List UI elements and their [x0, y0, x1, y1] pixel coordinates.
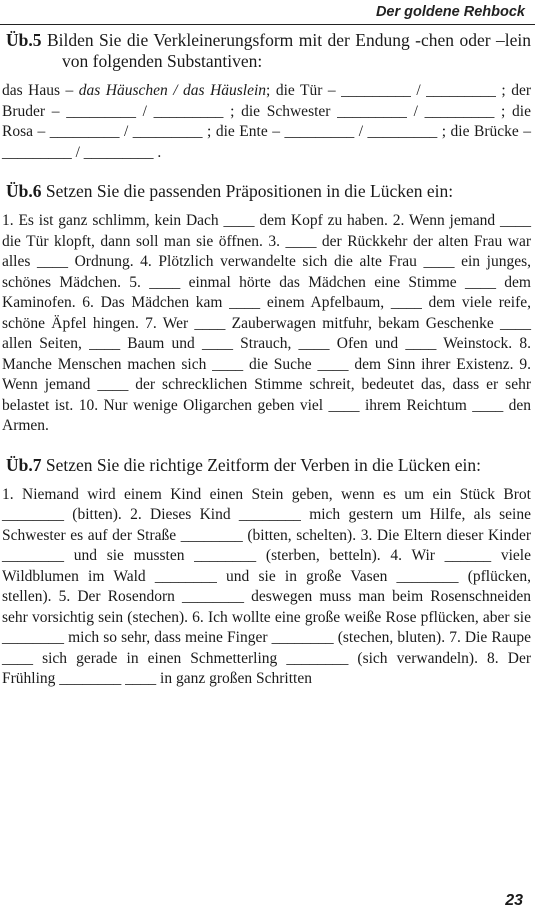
exercise-5-text-start: das Haus –: [2, 82, 79, 99]
exercise-5-instruction: Bilden Sie die Verkleinerungsform mit der Endung -chen oder –lein von folgenden Substantiven:: [46, 30, 531, 71]
exercise-6-instruction: Setzen Sie die passenden Präpositionen in die Lücken ein:: [45, 181, 454, 201]
exercise-5-number: Üb.5: [6, 30, 42, 50]
exercise-7-number: Üb.7: [6, 454, 42, 475]
exercise-7-instruction: Setzen Sie die richtige Zeitform der Verben in die Lücken ein:: [45, 454, 481, 475]
exercise-6-heading: [6, 181, 531, 202]
page-body: [0, 30, 535, 690]
header-rule: [0, 24, 535, 25]
exercise-6-text: 1. Es ist ganz schlimm, kein Dach ____ dem Kopf zu haben. 2. Wenn jemand ____ die Tür klopft, dann soll man sie öffnen. 3. ____ der Rückkehr der alten Frau war alles ____ Ordnung. 4. Plötzlich verwandelte sich die alte Frau ____ ein junges, schönes Mädchen. 5. ____ einmal hörte das Mädchen eine Stimme ____ dem Kaminofen. 6. Das Mädchen kam ____ einem Apfelbaum, ____ dem viele reife, schöne Äpfel hingen. 7. Wer ____ Zauberwagen mitfuhr, bekam Geschenke ____ allen Seiten, ____ Baum und ____ Strauch, ____ Ofen und ____ Weinstock. 8. Manche Menschen machen sich ____ die Suche ____ dem Sinn ihrer Existenz. 9. Wenn jemand ____ der schrecklichen Stimme schreit, bedeutet das, dass er sehr belastet ist. 10. Nur wenige Oligarchen geben viel ____ ihrem Reichtum ____ den Armen.: [2, 212, 531, 434]
exercise-7-text: 1. Niemand wird einem Kind einen Stein geben, wenn es um ein Stück Brot ________ (bitten). 2. Dieses Kind ________ mich gestern um Hilfe, als seine Schwester es auf der Straße ________ (bitten, schelten). 3. Die Eltern dieser Kinder ________ und sie mussten ________ (sterben, betteln). 4. Wir ______ viele Wildblumen im Wald ________ und sie in große Vasen ________ (pflücken, stellen). 5. Der Rosendorn ________ deswegen muss man beim Rosenschneiden sehr vorsichtig sein (stechen). 6. Ich wollte eine große weiße Rose pflücken, aber sie ________ mich so sehr, dass meine Finger ________ (stechen, bluten). 7. Die Raupe ____ sich gerade in einen Schmetterling ________ (sich verwandeln). 8. Der Frühling ________ ____ in ganz großen Schritten: [2, 485, 531, 687]
exercise-5-example: das Häuschen / das Häuslein: [78, 82, 267, 99]
exercise-6-number: Üb.6: [6, 181, 42, 201]
exercise-5-heading: [6, 30, 531, 72]
exercise-5-text-rest: ; die Tür – _________ / _________ ; der Bruder – _________ / _________ ; die Schwester _________ / _________ ; die Rosa – _________ / _________ ; die Ente – _________ / _________ ; die Brücke – _________ / _________ .: [2, 82, 531, 161]
running-header: Der goldene Rehbock: [375, 4, 525, 20]
page-number: 23: [505, 892, 523, 909]
exercise-5-text: [2, 81, 531, 163]
exercise-7-heading: [6, 455, 531, 476]
